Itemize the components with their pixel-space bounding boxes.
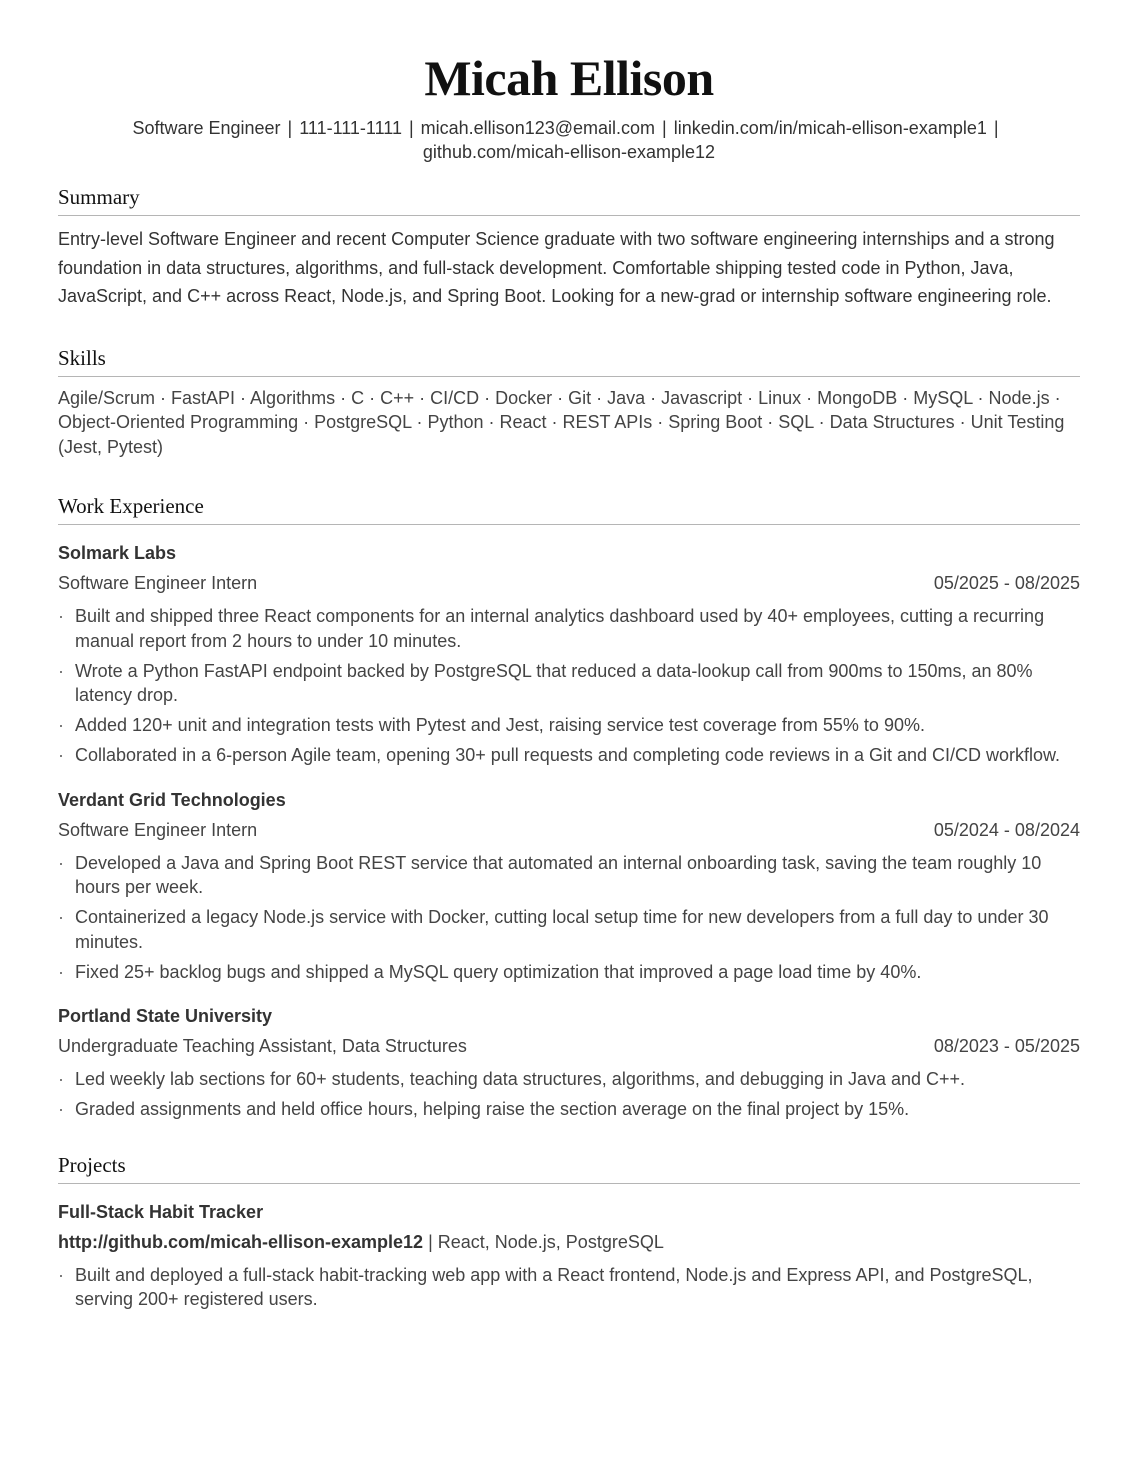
bullet-icon: · [58,660,64,681]
bullet-text: Added 120+ unit and integration tests with Pytest and Jest, raising service test coverage from 55% to 90%. [75,715,925,735]
bullet-item [58,851,1080,900]
role-title: Undergraduate Teaching Assistant, Data Structures [58,1036,467,1056]
bullet-text: Built and shipped three React components for an internal analytics dashboard used by 40+ employees, cutting a recurring manual report from 2 hours to under 10 minutes. [75,606,1045,651]
role-row [58,1034,1080,1058]
github-link[interactable]: github.com/micah-ellison-example12 [422,142,716,162]
separator: | [662,118,667,138]
project-entry [58,1200,1080,1312]
summary-heading: Summary [58,184,1080,216]
role-title: Software Engineer Intern [58,819,258,840]
role-dates: 08/2023 - 05/2025 [933,1036,1080,1056]
projects-heading: Projects [58,1152,1080,1184]
summary-section [58,184,1080,311]
summary-text: Entry-level Software Engineer and recent Computer Science graduate with two software engineering internships and a strong foundation in data structures, algorithms, and full-stack development. Comfortable shipping tested code in Python, Java, JavaScript, and C++ across React, Node.js, and Spring Boot. Looking for a new-grad or internship software engineering role. [58,229,1055,306]
linkedin-link[interactable]: linkedin.com/in/micah-ellison-example1 [673,118,987,138]
bullet-icon: · [58,907,64,927]
bullet-list [58,851,1080,985]
bullet-icon: · [58,1099,64,1119]
company-name: Verdant Grid Technologies [58,789,286,810]
bullet-icon: · [58,745,64,765]
bullet-item [58,604,1080,653]
candidate-name: Micah Ellison [424,50,714,106]
skills-section [58,345,1080,460]
bullet-text: Graded assignments and held office hours, helping raise the section average on the final project by 15%. [75,1099,910,1119]
company-name: Portland State University [58,1006,273,1026]
bullet-item [58,905,1080,954]
skills-heading: Skills [58,345,1080,377]
bullet-item [58,960,1080,985]
email-link[interactable]: micah.ellison123@email.com [420,118,656,138]
bullet-list [58,1067,1080,1122]
role-row [58,818,1080,842]
bullet-list [58,1263,1080,1312]
job-entry [58,788,1080,985]
job-entry [58,541,1080,768]
job-entry [58,1004,1080,1122]
phone-number: 111-111-1111 [299,118,402,138]
project-link[interactable]: http://github.com/micah-ellison-example12 [58,1231,424,1252]
bullet-text: Fixed 25+ backlog bugs and shipped a MySQL query optimization that improved a page load time by 40%. [75,961,922,982]
separator: | [408,118,414,138]
bullet-text: Developed a Java and Spring Boot REST service that automated an internal onboarding task, saving the team roughly 10 hours per week. [75,852,1042,897]
bullet-item [58,743,1080,768]
bullet-text: Collaborated in a 6-person Agile team, opening 30+ pull requests and completing code reviews in a Git and CI/CD workflow. [75,745,1061,765]
bullet-text: Led weekly lab sections for 60+ students, teaching data structures, algorithms, and debugging in Java and C++. [75,1069,966,1089]
bullet-icon: · [58,1069,64,1089]
role-title: Software Engineer Intern [58,573,258,593]
project-meta [58,1230,1080,1254]
experience-heading: Work Experience [58,493,1080,525]
bullet-text: Built and deployed a full-stack habit-tracking web app with a React frontend, Node.js and Express API, and PostgreSQL, serving 200+ registered users. [75,1264,1033,1309]
bullet-item [58,659,1080,708]
bullet-item [58,1067,1080,1092]
bullet-icon: · [58,1264,64,1285]
role-dates: 05/2024 - 08/2024 [933,819,1080,840]
bullet-icon: · [58,961,64,982]
role-dates: 05/2025 - 08/2025 [933,573,1080,593]
bullet-text: Wrote a Python FastAPI endpoint backed by PostgreSQL that reduced a data-lookup call from 900ms to 150ms, an 80% latency drop. [75,660,1033,705]
contact-line [58,116,1080,164]
bullet-item [58,1263,1080,1312]
bullet-item [58,1097,1080,1122]
company-name: Solmark Labs [58,543,177,563]
projects-section [58,1152,1080,1312]
bullet-item [58,713,1080,738]
separator: | [287,118,293,138]
role-row [58,571,1080,595]
bullet-icon: · [58,606,64,626]
bullet-list [58,604,1080,768]
project-name: Full-Stack Habit Tracker [58,1201,264,1222]
skills-list: Agile/Scrum · FastAPI · Algorithms · C · C++ · CI/CD · Docker · Git · Java · Javascript · Linux · MongoDB · MySQL · Node.js · Object-Oriented Programming · PostgreSQL · Python · React · REST APIs · Spring Boot · SQL · Data Structures · Unit Testing (Jest, Pytest) [58,387,1065,457]
separator: | [993,118,999,138]
bullet-icon: · [58,715,64,735]
bullet-icon: · [58,852,64,873]
experience-section [58,493,1080,1122]
bullet-text: Containerized a legacy Node.js service with Docker, cutting local setup time for new developers from a full day to under 30 minutes. [75,907,1049,952]
project-stack: | React, Node.js, PostgreSQL [423,1231,664,1252]
job-title: Software Engineer [132,118,281,138]
